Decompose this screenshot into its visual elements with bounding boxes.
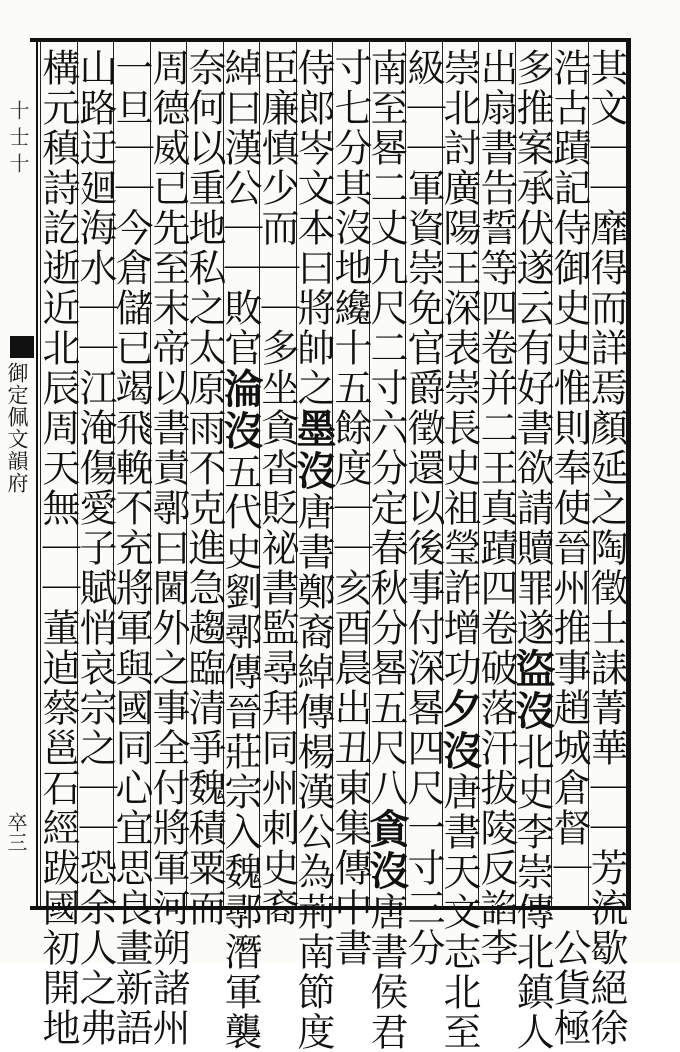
column-text: 級｜｜軍資崇免官爵徵還以後事付深 xyxy=(401,48,445,688)
column-text: 多推案承伏遂云有好書欲請贖罪遂 xyxy=(510,48,554,648)
text-column xyxy=(328,48,372,968)
column-text: 唐書鄭裔綽傳楊漢公為荊南節度 xyxy=(291,492,335,1052)
column-text: 唐書天文志北至 xyxy=(437,772,481,1052)
text-column xyxy=(584,48,628,1048)
margin-top-text: 十 士 十 xyxy=(6,100,30,173)
frame-top-border xyxy=(30,38,628,42)
column-text: 集傳中書 xyxy=(328,808,372,968)
column-text: 唐書侯君 xyxy=(364,892,408,1052)
column-text: 晷四尺一寸三分 xyxy=(401,688,445,968)
margin-band xyxy=(0,40,36,908)
column-text: 周德威已先至末帝以書責鄩曰閫外之事全付將軍河朔諸州 xyxy=(146,48,190,1048)
text-column xyxy=(509,48,556,1052)
column-text: 坐貪沓貶祕書監尋拜同州刺史裔 xyxy=(255,368,299,928)
column-text: 山路迂廻海水｜｜江淹傷愛子賦悄哀宗之｜｜恐余人之弗 xyxy=(73,48,117,1048)
text-column xyxy=(182,48,226,928)
column-text: 寸七分其沒地纔十五餘度｜｜亥酉晨出丑東 xyxy=(328,48,372,808)
column-text: 破落汗拔陵反諂李 xyxy=(474,648,518,968)
headword: 盜沒 xyxy=(509,648,556,732)
text-column xyxy=(217,48,264,1052)
headword: 夕沒 xyxy=(436,688,483,772)
headword: 淪沒 xyxy=(217,368,264,452)
text-column xyxy=(255,48,299,928)
column-text: 五代史劉鄩傳晉莊宗入魏鄩潛軍襲 xyxy=(218,452,262,1052)
folio-number: 卒三 xyxy=(4,812,28,852)
column-text: 浩古蹟記侍御史史惟則奉使晉州推事趙城倉督｜｜公貨極 xyxy=(547,48,591,1048)
column-text: 臣廉慎少而｜｜多 xyxy=(255,48,299,368)
text-column xyxy=(436,48,483,1052)
book-title: 御定佩文韻府 xyxy=(5,362,29,494)
column-text: 太原雨不克進急趨臨清爭魏積粟而 xyxy=(182,328,226,928)
column-text: 北史李崇傳北鎮人 xyxy=(510,732,554,1052)
text-column xyxy=(401,48,445,968)
column-text: 奈何以重地私之 xyxy=(182,48,226,328)
column-text: 一旦｜｜今倉儲已竭飛輓不充將軍與國同心宜思良畫新語 xyxy=(109,48,153,1048)
column-text: 侍郎岑文本曰將帥之 xyxy=(291,48,335,408)
text-column xyxy=(363,48,410,1052)
column-text: 其文｜｜靡得而詳焉顏延之陶徵士誄菁華｜｜芳流歇絕徐 xyxy=(584,48,628,1048)
headword: 墨沒 xyxy=(290,408,337,492)
text-column xyxy=(547,48,591,1048)
headword: 貪沒 xyxy=(363,808,410,892)
fishtail-marker xyxy=(10,336,34,358)
column-text: 構元稹詩訖逝近北辰周天無｜｜董逌蔡邕石經跋國初開地 xyxy=(36,48,80,1048)
column-text: 南至晷二丈九尺二寸六分定春秋分晷五尺八 xyxy=(364,48,408,808)
text-column xyxy=(73,48,117,1048)
text-column xyxy=(36,48,80,1048)
text-column xyxy=(146,48,190,1048)
text-column xyxy=(474,48,518,968)
column-text: 崇北討廣陽王深表崇長史祖瑩詐增功 xyxy=(437,48,481,688)
column-text: 綽曰漢公｜｜敗官 xyxy=(218,48,262,368)
text-column xyxy=(290,48,337,1052)
column-text: 出扇書告誓等四卷并二王真蹟四卷 xyxy=(474,48,518,648)
text-column xyxy=(109,48,153,1048)
